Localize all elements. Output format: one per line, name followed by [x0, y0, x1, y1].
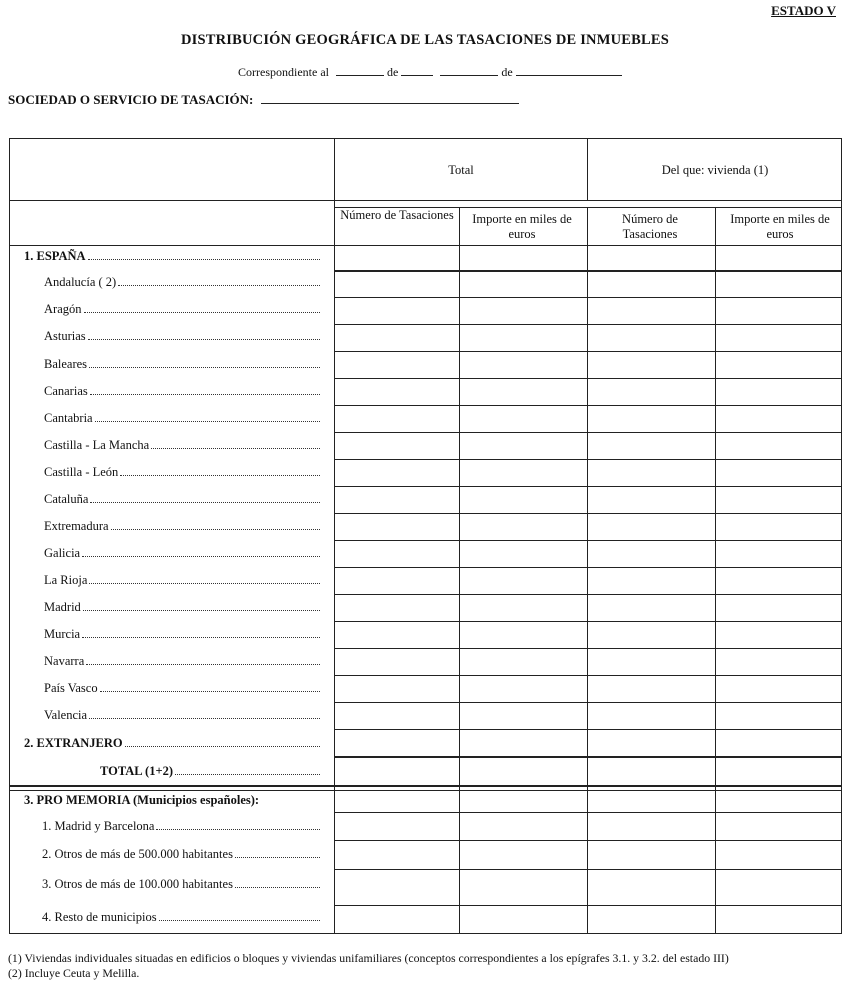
table-row-label	[42, 877, 322, 892]
dot-leader	[156, 829, 320, 830]
row-divider	[334, 869, 841, 870]
footnote-1: (1) Viviendas individuales situadas en edificios o bloques y viviendas unifamiliares (conceptos correspondientes a los epígrafes 3.1. y 3.2. del estado III)	[8, 951, 729, 965]
table-row-label	[44, 600, 322, 615]
table-row-label	[44, 627, 322, 642]
row-divider	[334, 840, 841, 841]
row-divider	[334, 621, 841, 622]
month-blank[interactable]	[401, 64, 433, 76]
period-line	[238, 64, 622, 80]
row-divider	[334, 702, 841, 703]
table-row-label	[44, 302, 322, 317]
row-label-text: 3. Otros de más de 100.000 habitantes	[42, 877, 233, 891]
row-divider	[334, 648, 841, 649]
year-blank[interactable]	[516, 64, 622, 76]
dot-leader	[90, 394, 320, 395]
table-row-label	[42, 847, 322, 862]
table-row-label	[44, 492, 322, 507]
table-row-label	[44, 573, 322, 588]
table-row-label	[24, 249, 322, 264]
row-divider	[334, 905, 841, 906]
sociedad-line	[8, 92, 519, 108]
dot-leader	[159, 920, 320, 921]
dot-leader	[235, 857, 320, 858]
grid-vline	[459, 207, 460, 933]
table-row-label	[44, 438, 322, 453]
dot-leader	[88, 259, 320, 260]
row-label-text: Castilla - León	[44, 465, 119, 479]
table-row-label	[24, 736, 322, 751]
table-row-label	[44, 275, 322, 290]
row-label-text: Murcia	[44, 627, 81, 641]
total-divider-2	[10, 790, 841, 791]
sociedad-label: SOCIEDAD O SERVICIO DE TASACIÓN:	[8, 92, 254, 107]
row-divider	[334, 405, 841, 406]
dot-leader	[100, 691, 320, 692]
dot-leader	[86, 664, 320, 665]
table-row-label	[44, 546, 322, 561]
row-divider	[334, 297, 841, 298]
table-row-label	[44, 708, 322, 723]
de-label-2: de	[501, 65, 513, 79]
period-label: Correspondiente al	[238, 65, 329, 79]
row-label-text: Cantabria	[44, 411, 93, 425]
dot-leader	[83, 610, 320, 611]
dot-leader	[120, 475, 320, 476]
row-divider	[334, 486, 841, 487]
table-row-label	[44, 411, 322, 426]
table-row-label	[44, 654, 322, 669]
dot-leader	[82, 637, 320, 638]
row-divider	[334, 812, 841, 813]
row-label-text: Cataluña	[44, 492, 89, 506]
row-label-text: Andalucía ( 2)	[44, 275, 117, 289]
col-numero-total: Número de Tasaciones	[340, 208, 454, 222]
subheader-top	[334, 207, 841, 208]
dot-leader	[235, 887, 320, 888]
dot-leader	[89, 367, 320, 368]
row-label-text: Asturias	[44, 329, 86, 343]
distribution-table	[9, 138, 842, 934]
grid-vline-label	[334, 139, 335, 933]
row-label-text: Navarra	[44, 654, 85, 668]
row-divider	[334, 351, 841, 352]
row-label-text: TOTAL (1+2)	[100, 764, 173, 778]
dot-leader	[111, 529, 320, 530]
table-row-label	[44, 329, 322, 344]
dot-leader	[118, 285, 320, 286]
col-numero-vivienda: Número de Tasaciones	[622, 212, 678, 241]
row-divider	[334, 459, 841, 460]
row-divider	[334, 675, 841, 676]
dot-leader	[125, 746, 320, 747]
row-label-text: Madrid	[44, 600, 81, 614]
row-label-text: Aragón	[44, 302, 82, 316]
table-row-label	[44, 519, 322, 534]
row-label-text: Baleares	[44, 357, 88, 371]
day-blank[interactable]	[336, 64, 384, 76]
table-row-label	[42, 910, 322, 925]
row-divider	[334, 756, 841, 758]
grid-vline-group	[587, 139, 588, 201]
row-label-text: La Rioja	[44, 573, 88, 587]
row-label-text: 2. Otros de más de 500.000 habitantes	[42, 847, 233, 861]
header-vivienda: Del que: vivienda (1)	[661, 163, 769, 177]
row-divider	[334, 324, 841, 325]
table-row-label	[44, 681, 322, 696]
col-importe-total: Importe en miles de euros	[472, 212, 572, 241]
row-label-text: Valencia	[44, 708, 88, 722]
dot-leader	[82, 556, 320, 557]
dot-leader	[175, 774, 320, 775]
row-divider	[334, 729, 841, 730]
dot-leader	[95, 421, 320, 422]
table-row-label	[100, 764, 322, 779]
row-label-text: 3. PRO MEMORIA (Municipios españoles):	[24, 793, 260, 807]
total-divider	[10, 785, 841, 787]
dot-leader	[151, 448, 320, 449]
dot-leader	[90, 502, 320, 503]
table-row-label	[44, 357, 322, 372]
table-row-label	[24, 793, 322, 808]
month-blank-2[interactable]	[440, 64, 498, 76]
row-label-text: 4. Resto de municipios	[42, 910, 157, 924]
row-label-text: Galicia	[44, 546, 81, 560]
row-divider	[334, 270, 841, 272]
grid-vline	[587, 207, 588, 933]
row-divider	[334, 567, 841, 568]
sociedad-blank[interactable]	[261, 92, 519, 104]
table-row-label	[42, 819, 322, 834]
table-row-label	[44, 384, 322, 399]
header-bottom	[10, 245, 841, 246]
dot-leader	[89, 718, 320, 719]
row-label-text: Canarias	[44, 384, 88, 398]
table-row-label	[44, 465, 322, 480]
de-label-1: de	[386, 65, 399, 79]
row-label-text: 2. EXTRANJERO	[24, 736, 123, 750]
page-title: DISTRIBUCIÓN GEOGRÁFICA DE LAS TASACIONES DE INMUEBLES	[180, 32, 670, 48]
estado-label: ESTADO V	[771, 3, 836, 18]
col-importe-vivienda: Importe en miles de euros	[730, 212, 830, 241]
dot-leader	[89, 583, 320, 584]
dot-leader	[84, 312, 321, 313]
row-divider	[334, 594, 841, 595]
row-divider	[334, 378, 841, 379]
row-divider	[334, 432, 841, 433]
row-label-text: Castilla - La Mancha	[44, 438, 150, 452]
row-label-text: 1. ESPAÑA	[24, 249, 86, 263]
grid-vline	[715, 207, 716, 933]
dot-leader	[88, 339, 320, 340]
header-divider	[10, 200, 841, 201]
row-divider	[334, 513, 841, 514]
row-label-text: Extremadura	[44, 519, 109, 533]
footnote-2: (2) Incluye Ceuta y Melilla.	[8, 966, 140, 980]
row-divider	[334, 540, 841, 541]
header-total: Total	[448, 163, 474, 177]
row-label-text: País Vasco	[44, 681, 98, 695]
row-label-text: 1. Madrid y Barcelona	[42, 819, 155, 833]
